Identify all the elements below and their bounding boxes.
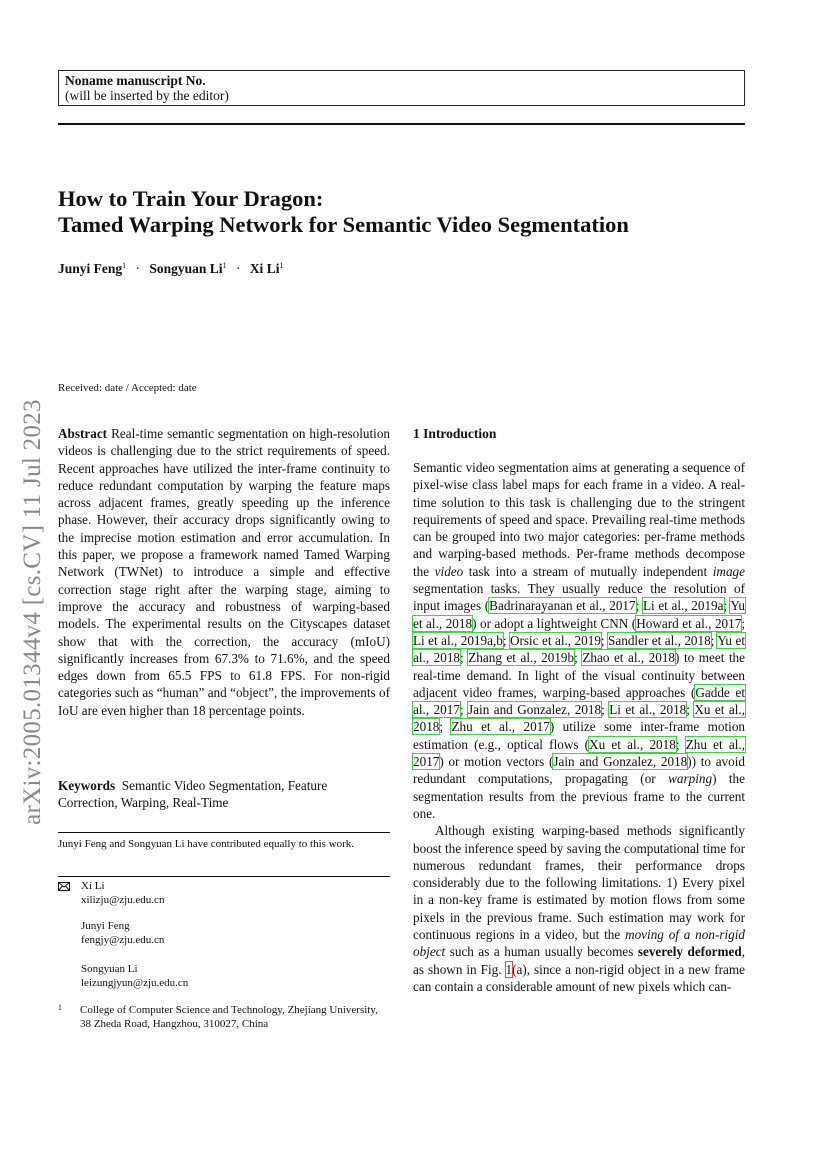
- received-date: Received: date / Accepted: date: [58, 382, 197, 394]
- text-run: ;: [686, 702, 695, 718]
- text-run: ) to meet the real-time demand. In light of the visual continuity between adjacent video frames, warping-based approaches (: [413, 650, 746, 700]
- manuscript-number: Noname manuscript No.: [65, 73, 206, 88]
- text-run: ;: [601, 702, 610, 718]
- contact-email[interactable]: xilizju@zju.edu.cn: [81, 893, 165, 906]
- text-run: ) or adopt a lightweight CNN (: [472, 615, 637, 631]
- affiliation-text: College of Computer Science and Technology, Zhejiang University, 38 Zheda Road, Hangzhou, 310027, China: [80, 1004, 378, 1030]
- text-run: task into a stream of mutually independent: [463, 563, 713, 579]
- keywords: [58, 777, 390, 812]
- text-run: ) or motion vectors (: [439, 754, 554, 770]
- emphasis: video: [434, 563, 464, 579]
- paper-title: [58, 186, 629, 238]
- contact-name: Songyuan Li: [81, 963, 138, 975]
- keywords-text: Semantic Video Segmentation, Feature Correction, Warping, Real-Time: [58, 778, 328, 811]
- text-run: ;: [459, 702, 469, 718]
- citation-link[interactable]: Badrinarayanan et al., 2017: [489, 598, 636, 614]
- author-affiliation-mark: 1: [122, 261, 127, 270]
- title-line-2: Tamed Warping Network for Semantic Video Segmentation: [58, 212, 629, 237]
- envelope-icon: [58, 882, 70, 891]
- contact-entry: [81, 963, 188, 990]
- text-run: ;: [741, 615, 745, 631]
- author-list: [58, 261, 283, 277]
- citation-link[interactable]: Jain and Gonzalez, 2018: [468, 702, 602, 718]
- text-run: such as a human usually becomes: [445, 944, 638, 960]
- contact-entry: [81, 880, 164, 907]
- abstract: [58, 425, 390, 719]
- section-heading: [413, 426, 496, 442]
- manuscript-header-box: [58, 70, 745, 106]
- text-run: ;: [710, 632, 718, 648]
- equal-contribution-note: Junyi Feng and Songyuan Li have contributed equally to this work.: [58, 838, 355, 850]
- text-run: ;: [502, 632, 510, 648]
- contact-rule: [58, 876, 390, 877]
- text-run: )) to avoid redundant computations, propagating (or: [413, 754, 746, 787]
- author-name: Xi Li: [249, 261, 280, 276]
- text-run: ;: [635, 598, 643, 614]
- section-number: 1: [413, 426, 420, 441]
- citation-link[interactable]: Li et al., 2019a: [642, 598, 724, 614]
- citation-link[interactable]: Gadde et al., 2017: [413, 684, 745, 718]
- author-affiliation-mark: 1: [279, 261, 284, 270]
- title-line-1: How to Train Your Dragon:: [58, 186, 324, 211]
- emphasis: warping: [668, 771, 713, 787]
- citation-link[interactable]: Zhang et al., 2019b: [468, 650, 575, 666]
- intro-paragraph-2: [413, 822, 745, 995]
- editor-note: (will be inserted by the editor): [65, 88, 229, 103]
- emphasis: image: [712, 563, 745, 579]
- text-run: ;: [675, 736, 686, 752]
- introduction-body: [413, 459, 745, 995]
- text-run: (a), since a non-rigid object in a new frame can contain a considerable amount of new pixels which can-: [413, 961, 745, 994]
- contact-name: Xi Li: [81, 880, 105, 892]
- citation-link[interactable]: Orsic et al., 2019: [509, 632, 601, 648]
- section-title: Introduction: [423, 426, 497, 441]
- citation-link[interactable]: Zhao et al., 2018: [582, 650, 676, 666]
- citation-link[interactable]: Xu et al., 2018: [589, 736, 676, 752]
- citation-link[interactable]: Zhu et al., 2017: [451, 719, 550, 735]
- affiliation-number: 1: [58, 1003, 62, 1012]
- citation-link[interactable]: Yu et al., 2018: [413, 632, 745, 666]
- arxiv-identifier: arXiv:2005.01344v4 [cs.CV] 11 Jul 2023: [19, 399, 46, 825]
- arxiv-sidebar: [18, 374, 48, 850]
- citation-link[interactable]: Li et al., 2018: [609, 702, 687, 718]
- citation-link[interactable]: Yu et al., 2018: [413, 598, 745, 631]
- text-run: ;: [460, 650, 469, 666]
- citation-link[interactable]: Xu et al., 2018: [413, 702, 745, 735]
- keywords-label: Keywords: [58, 778, 116, 793]
- text-run: ;: [600, 632, 609, 648]
- footnote-rule: [58, 832, 390, 833]
- intro-paragraph-1: [413, 459, 745, 822]
- header-rule: [58, 123, 745, 125]
- contact-email[interactable]: leizungjyun@zju.edu.cn: [81, 976, 189, 989]
- text-run: ) utilize some inter-frame motion estimation (e.g., optical flows (: [413, 719, 746, 752]
- contact-name: Junyi Feng: [81, 920, 130, 932]
- abstract-text: Real-time semantic segmentation on high-resolution videos is challenging due to the strict requirements of speed. Recent approaches have utilized the inter-frame continuity to reduce redundant computation by warping the feature maps across adjacent frames, greatly speeding up the inference phase. However, their accuracy drops significantly owing to the imprecise motion estimation and error accumulation. In this paper, we propose a framework named Tamed Warping Network (TWNet) to introduce a simple and effective correction stage right after the warping stage, aiming to improve the accuracy and robustness of warping-based models. The experimental results on the Cityscapes dataset show that with the correction, the accuracy (mIoU) significantly increases from 67.3% to 71.6%, and the speed edges down from 65.5 FPS to 61.8 FPS. For non-rigid categories such as “human” and “object”, the improvements of IoU are even higher than 18 percentage points.: [58, 426, 391, 718]
- citation-link[interactable]: Zhu et al., 2017: [413, 736, 745, 770]
- citation-link[interactable]: Jain and Gonzalez, 2018: [553, 754, 688, 770]
- author-affiliation-mark: 1: [222, 261, 227, 270]
- citation-link[interactable]: Sandler et al., 2018: [608, 632, 711, 648]
- contact-entry: [81, 920, 164, 947]
- abstract-label: Abstract: [58, 426, 108, 441]
- citation-link[interactable]: Howard et al., 2017: [636, 615, 742, 631]
- text-run: ;: [723, 598, 731, 614]
- author-separator: ·: [235, 261, 241, 276]
- emphasis: moving of a non-rigid object: [413, 927, 745, 960]
- contact-email[interactable]: fengjy@zju.edu.cn: [81, 933, 165, 946]
- text-run: ;: [574, 650, 583, 666]
- author-name: Junyi Feng: [58, 261, 123, 276]
- text-run: Although existing warping-based methods significantly boost the inference speed by saving the computational time for numerous redundant frames, their performance drops considerably due to the following limitations. 1) Every pixel in a non-key frame is estimated by motion flows from some pixels in the previous frame. Such estimation may work for continuous regions in a video, but the: [413, 823, 745, 943]
- text-run: , as shown in Fig.: [413, 944, 745, 977]
- figure-link[interactable]: 1: [505, 961, 513, 977]
- author-separator: ·: [135, 261, 141, 276]
- text-run: ) the segmentation results from the previous frame to the current one.: [413, 771, 745, 821]
- text-run: Semantic video segmentation aims at generating a sequence of pixel-wise class label maps for each frame in a video. A real-time solution to this task is challenging due to the stringent requirements of speed and space. Prevailing real-time methods can be grouped into two major categories: per-frame methods and warping-based methods. Per-frame methods decompose the: [413, 460, 745, 579]
- author-name: Songyuan Li: [149, 261, 223, 276]
- text-run: segmentation tasks. They usually reduce the resolution of input images (: [413, 581, 745, 614]
- strong-emphasis: severely deformed: [637, 944, 742, 960]
- text-run: ;: [439, 719, 452, 735]
- citation-link[interactable]: Li et al., 2019a,b: [413, 632, 503, 648]
